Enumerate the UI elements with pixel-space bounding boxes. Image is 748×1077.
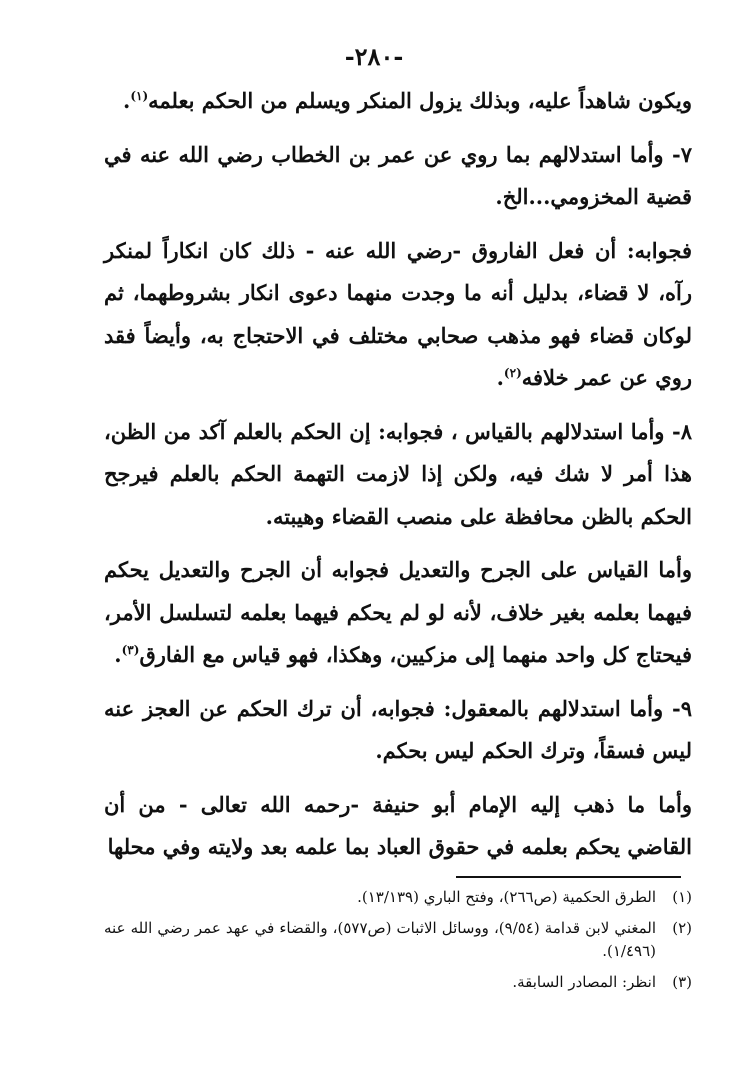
footnote-text: انظر: المصادر السابقة. [512,973,656,991]
paragraph-end: . [496,365,504,390]
paragraph [104,549,692,677]
paragraph [104,134,692,219]
paragraph-end: . [114,642,122,667]
footnote-text: الطرق الحكمية (ص٢٦٦)، وفتح الباري (١٣/١٣٩). [357,888,656,906]
footnote-divider [456,876,681,878]
paragraph [104,230,692,400]
footnote [104,971,692,994]
paragraph-text: فجوابه: أن فعل الفاروق -رضي الله عنه - ذلك كان انكاراً لمنكر رآه، لا قضاء، بدليل أنه ما وجدت منهما دعوى انكار بشروطهما، ثم لوكان قضاء فهو مذهب صحابي مختلف في الاحتجاج به، وأيضاً فقد روي عن عمر خلافه [104,237,692,390]
paragraph [104,784,692,869]
paragraph-text: ٨- وأما استدلالهم بالقياس ، فجوابه: إن الحكم بالعلم آكد من الظن، هذا أمر لا شك فيه، ولكن إذا لازمت التهمة الحكم بالعلم فيرجح الحكم بالظن محافظة على منصب القضاء وهيبته. [104,418,692,529]
footnote-ref: (٣) [121,643,140,657]
main-text [104,80,692,869]
footnote [104,917,692,963]
paragraph-text: ٧- وأما استدلالهم بما روي عن عمر بن الخطاب رضي الله عنه في قضية المخزومي...الخ. [104,141,692,209]
page-number: -٢٨٠- [344,42,404,71]
footnote-ref: (٢) [503,366,522,380]
paragraph-end: . [123,88,131,113]
paragraph [104,80,692,123]
footnote-number: (٣) [672,973,692,991]
paragraph [104,411,692,539]
footnote-text: المغني لابن قدامة (٩/٥٤)، ووسائل الاثبات (ص٥٧٧)، والقضاء في عهد عمر رضي الله عنه (١/٤٩٦). [104,919,657,960]
paragraph-text: ٩- وأما استدلالهم بالمعقول: فجوابه، أن ترك الحكم عن العجز عنه ليس فسقاً، وترك الحكم ليس بحكم. [104,695,692,763]
footnotes [104,886,692,1002]
paragraph-text: وأما القياس على الجرح والتعديل فجوابه أن الجرح والتعديل يحكم فيهما بعلمه بغير خلاف، لأنه لو لم يحكم فيهما بعلمه لتسلسل الأمر، فيحتاج كل واحد منهما إلى مزكيين، وهكذا، فهو قياس مع الفارق [104,557,692,667]
paragraph-text: ويكون شاهداً عليه، وبذلك يزول المنكر ويسلم من الحكم بعلمه [148,88,692,113]
footnote-number: (٢) [672,919,692,937]
footnote [104,886,692,909]
footnote-ref: (١) [130,89,149,103]
paragraph [104,688,692,773]
paragraph-text: وأما ما ذهب إليه الإمام أبو حنيفة -رحمه الله تعالى - من أن القاضي يحكم بعلمه في حقوق العباد بما علمه بعد ولايته وفي محلها [104,791,692,859]
footnote-number: (١) [672,888,692,906]
